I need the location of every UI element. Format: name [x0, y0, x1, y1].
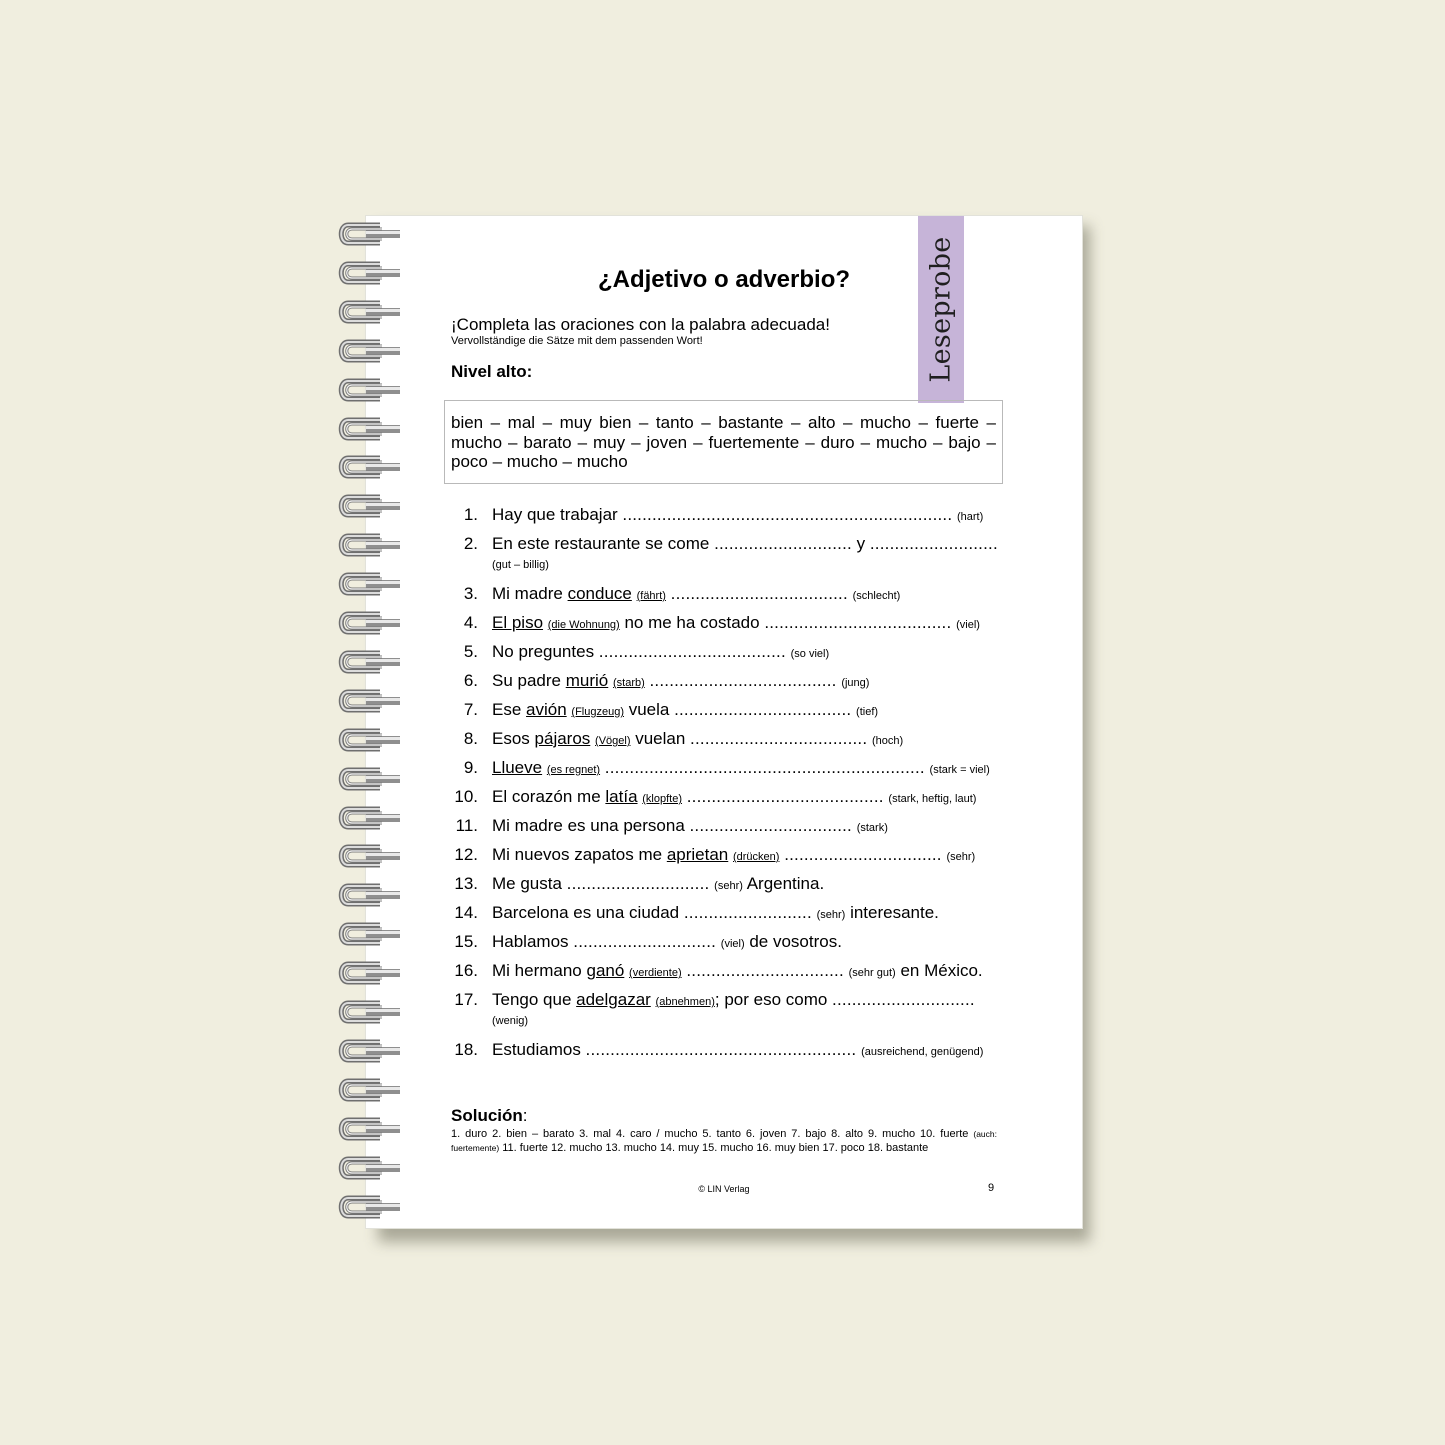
answer-blank: .................................	[689, 816, 852, 835]
exercise-sentence	[492, 579, 900, 611]
exercise-item	[444, 782, 1004, 811]
answer-blank: .......................................................	[585, 1040, 857, 1059]
hint-text: (wenig)	[492, 1015, 529, 1027]
gloss: (verdiente)	[629, 967, 682, 979]
answer-blank: ......................................	[764, 613, 952, 632]
exercise-list	[444, 500, 1004, 1064]
hint-text: (sehr gut)	[848, 967, 896, 979]
exercise-item	[444, 927, 1004, 956]
exercise-item	[444, 529, 1004, 579]
exercise-sentence	[492, 608, 980, 640]
solution-text	[451, 1127, 997, 1155]
exercise-number: 11.	[455, 816, 478, 835]
answer-blank: ........................................	[686, 787, 884, 806]
exercise-sentence	[492, 956, 983, 988]
spiral-ring	[336, 531, 402, 559]
exercise-item	[444, 956, 1004, 985]
underlined-word: El piso	[492, 613, 544, 632]
hint-text: (jung)	[841, 677, 870, 689]
exercise-sentence	[492, 666, 869, 698]
spiral-ring	[336, 1154, 402, 1182]
spiral-ring	[336, 1115, 402, 1143]
answer-blank: ....................................	[674, 700, 852, 719]
solution-heading	[451, 1106, 528, 1126]
sentence-text: Barcelona es una ciudad	[492, 903, 684, 922]
answer-blank: ......................................	[649, 671, 837, 690]
spiral-ring	[336, 726, 402, 754]
exercise-number: 2.	[463, 534, 478, 553]
spiral-ring	[336, 220, 402, 248]
underlined-word: Llueve	[492, 758, 543, 777]
answer-blank: ................................	[784, 845, 942, 864]
spiral-ring	[336, 492, 402, 520]
hint-text: (ausreichend, genügend)	[861, 1046, 984, 1058]
exercise-number: 8.	[463, 729, 478, 748]
gloss: (die Wohnung)	[547, 619, 620, 631]
answer-blank: .............................	[566, 874, 710, 893]
spiral-ring	[336, 881, 402, 909]
exercise-sentence	[492, 782, 976, 814]
answer-blank: ..........................	[869, 534, 998, 553]
solution-part-1: 1. duro 2. bien – barato 3. mal 4. caro / mucho 5. tanto 6. joven 7. bajo 8. alto 9. mucho 10. fuerte	[451, 1128, 974, 1140]
underlined-word: adelgazar	[576, 990, 651, 1009]
gloss: (klopfte)	[642, 793, 683, 805]
underlined-word: aprietan	[666, 845, 729, 864]
sentence-text: de vosotros.	[744, 932, 842, 951]
hint-text: (hoch)	[872, 735, 904, 747]
answer-blank: .................................................................	[604, 758, 925, 777]
solution-note: (auch: fuertemente)	[451, 1129, 997, 1153]
spiral-ring	[336, 298, 402, 326]
solution-heading-label: Solución	[451, 1106, 523, 1125]
sentence-text: No preguntes	[492, 642, 599, 661]
answer-blank: ............................	[714, 534, 852, 553]
hint-text: (stark)	[856, 822, 888, 834]
sidebar-tab-label: Leseprobe	[925, 236, 957, 383]
exercise-number: 16.	[454, 961, 478, 980]
exercise-sentence	[492, 927, 842, 959]
exercise-number: 5.	[463, 642, 478, 661]
workbook-page	[366, 216, 1082, 1228]
exercise-item	[444, 579, 1004, 608]
spiral-ring	[336, 1037, 402, 1065]
exercise-item	[444, 840, 1004, 869]
sentence-text: Hay que trabajar	[492, 505, 623, 524]
exercise-number: 9.	[463, 758, 478, 777]
exercise-item	[444, 608, 1004, 637]
underlined-word: ganó	[586, 961, 625, 980]
gloss: (Vögel)	[595, 735, 631, 747]
solution-heading-colon: :	[522, 1106, 528, 1125]
exercise-number: 6.	[463, 671, 478, 690]
spiral-ring	[336, 337, 402, 365]
exercise-sentence	[492, 985, 975, 1017]
solution-part-2: 11. fuerte 12. mucho 13. mucho 14. muy 15. mucho 16. muy bien 17. poco 18. bastante	[499, 1142, 929, 1154]
answer-blank: ......................................	[598, 642, 786, 661]
exercise-item	[444, 666, 1004, 695]
sentence-text: en México.	[895, 961, 983, 980]
spiral-ring	[336, 842, 402, 870]
exercise-number: 18.	[454, 1040, 478, 1059]
sentence-text: vuelan	[630, 729, 691, 748]
hint-text: (schlecht)	[852, 590, 901, 602]
exercise-sentence	[492, 695, 878, 727]
exercise-sentence	[492, 1035, 983, 1067]
hint-text: (so viel)	[790, 648, 830, 660]
gloss: (fährt)	[636, 590, 666, 602]
sentence-text: Esos	[492, 729, 535, 748]
spiral-ring	[336, 609, 402, 637]
spiral-ring	[336, 959, 402, 987]
sentence-text: Mi madre es una persona	[492, 816, 690, 835]
spiral-ring	[336, 648, 402, 676]
hint-text: (viel)	[956, 619, 980, 631]
sentence-text: vuela	[623, 700, 675, 719]
copyright: © LIN Verlag	[698, 1184, 750, 1194]
gloss: (Flugzeug)	[571, 706, 624, 718]
exercise-number: 10.	[454, 787, 478, 806]
word-bank-box	[444, 400, 1003, 484]
underlined-word: avión	[526, 700, 567, 719]
gloss: (es regnet)	[546, 764, 601, 776]
sentence-text: Argentina.	[742, 874, 825, 893]
exercise-number: 7.	[463, 700, 478, 719]
hint-text: (stark, heftig, laut)	[888, 793, 977, 805]
hint-text: (tief)	[856, 706, 879, 718]
exercise-sentence	[492, 811, 888, 843]
exercise-sentence	[492, 724, 903, 756]
underlined-word: conduce	[567, 584, 632, 603]
exercise-number: 1.	[463, 505, 478, 524]
spiral-ring	[336, 1076, 402, 1104]
sentence-text: Mi nuevos zapatos me	[492, 845, 667, 864]
hint-text: (viel)	[720, 938, 745, 950]
exercise-item	[444, 811, 1004, 840]
sentence-text: Estudiamos	[492, 1040, 586, 1059]
answer-blank: .............................	[573, 932, 717, 951]
sentence-text: Mi madre	[492, 584, 568, 603]
exercise-number: 15.	[454, 932, 478, 951]
instruction-spanish: ¡Completa las oraciones con la palabra adecuada!	[451, 315, 830, 334]
exercise-sentence	[492, 529, 998, 558]
exercise-sentence	[492, 840, 975, 872]
underlined-word: pájaros	[534, 729, 591, 748]
exercise-item	[444, 898, 1004, 927]
gloss: (starb)	[612, 677, 645, 689]
exercise-number: 12.	[454, 845, 478, 864]
sentence-text: no me ha costado	[619, 613, 765, 632]
spiral-ring	[336, 415, 402, 443]
sentence-text: Tengo que	[492, 990, 577, 1009]
exercise-item	[444, 1035, 1004, 1064]
spiral-ring	[336, 376, 402, 404]
spiral-ring	[336, 765, 402, 793]
exercise-number: 14.	[454, 903, 478, 922]
sentence-text: Su padre	[492, 671, 566, 690]
spiral-ring	[336, 998, 402, 1026]
spiral-ring	[336, 453, 402, 481]
gloss: (drücken)	[732, 851, 780, 863]
spiral-ring	[336, 920, 402, 948]
exercise-number: 4.	[463, 613, 478, 632]
instruction-german: Vervollständige die Sätze mit dem passenden Wort!	[451, 335, 703, 347]
gloss: (abnehmen)	[655, 996, 715, 1008]
answer-blank: ..........................	[683, 903, 812, 922]
level-heading: Nivel alto:	[451, 362, 533, 381]
answer-blank: ...................................................................	[622, 505, 953, 524]
exercise-sentence	[492, 500, 983, 532]
word-bank-text: bien – mal – muy bien – tanto – bastante – alto – mucho – fuerte – mucho – barato – muy – joven – fuertemente – duro – mucho – bajo – poco – mucho – mucho	[451, 413, 996, 471]
spiral-ring	[336, 570, 402, 598]
hint-text: (sehr)	[816, 909, 846, 921]
exercise-sentence	[492, 869, 824, 901]
answer-blank: ................................	[686, 961, 844, 980]
spiral-ring	[336, 687, 402, 715]
hint-text: (sehr)	[946, 851, 976, 863]
sentence-text: Mi hermano	[492, 961, 587, 980]
exercise-sentence	[492, 898, 939, 930]
sentence-text: El corazón me	[492, 787, 606, 806]
exercise-item	[444, 985, 1004, 1035]
exercise-sentence	[492, 637, 829, 669]
sentence-text: y	[851, 534, 870, 553]
page-number: 9	[988, 1182, 995, 1194]
sentence-text: En este restaurante se come	[492, 534, 715, 553]
spiral-ring	[336, 1193, 402, 1221]
sentence-text: Hablamos	[492, 932, 574, 951]
answer-blank: ....................................	[670, 584, 848, 603]
sentence-text: ; por eso como	[714, 990, 833, 1009]
hint-text: (stark = viel)	[929, 764, 990, 776]
exercise-item	[444, 869, 1004, 898]
answer-blank: ....................................	[690, 729, 868, 748]
sentence-text: Ese	[492, 700, 527, 719]
answer-blank: .............................	[832, 990, 975, 1009]
exercise-sentence	[492, 753, 990, 785]
spiral-ring	[336, 259, 402, 287]
sidebar-tab	[918, 216, 964, 403]
exercise-item	[444, 753, 1004, 782]
hint-text: (gut – billig)	[492, 559, 549, 571]
spiral-ring	[336, 804, 402, 832]
sentence-text: interesante.	[845, 903, 939, 922]
sentence-text: Me gusta	[492, 874, 567, 893]
underlined-word: latía	[605, 787, 638, 806]
exercise-number: 3.	[463, 584, 478, 603]
exercise-number: 13.	[454, 874, 478, 893]
hint-text: (sehr)	[714, 880, 743, 892]
exercise-item	[444, 500, 1004, 529]
exercise-item	[444, 695, 1004, 724]
underlined-word: murió	[565, 671, 609, 690]
exercise-item	[444, 637, 1004, 666]
hint-text: (hart)	[957, 511, 984, 523]
page-title: ¿Adjetivo o adverbio?	[597, 266, 851, 293]
spiral-binding	[336, 216, 406, 1228]
exercise-item	[444, 724, 1004, 753]
exercise-number: 17.	[454, 990, 478, 1009]
